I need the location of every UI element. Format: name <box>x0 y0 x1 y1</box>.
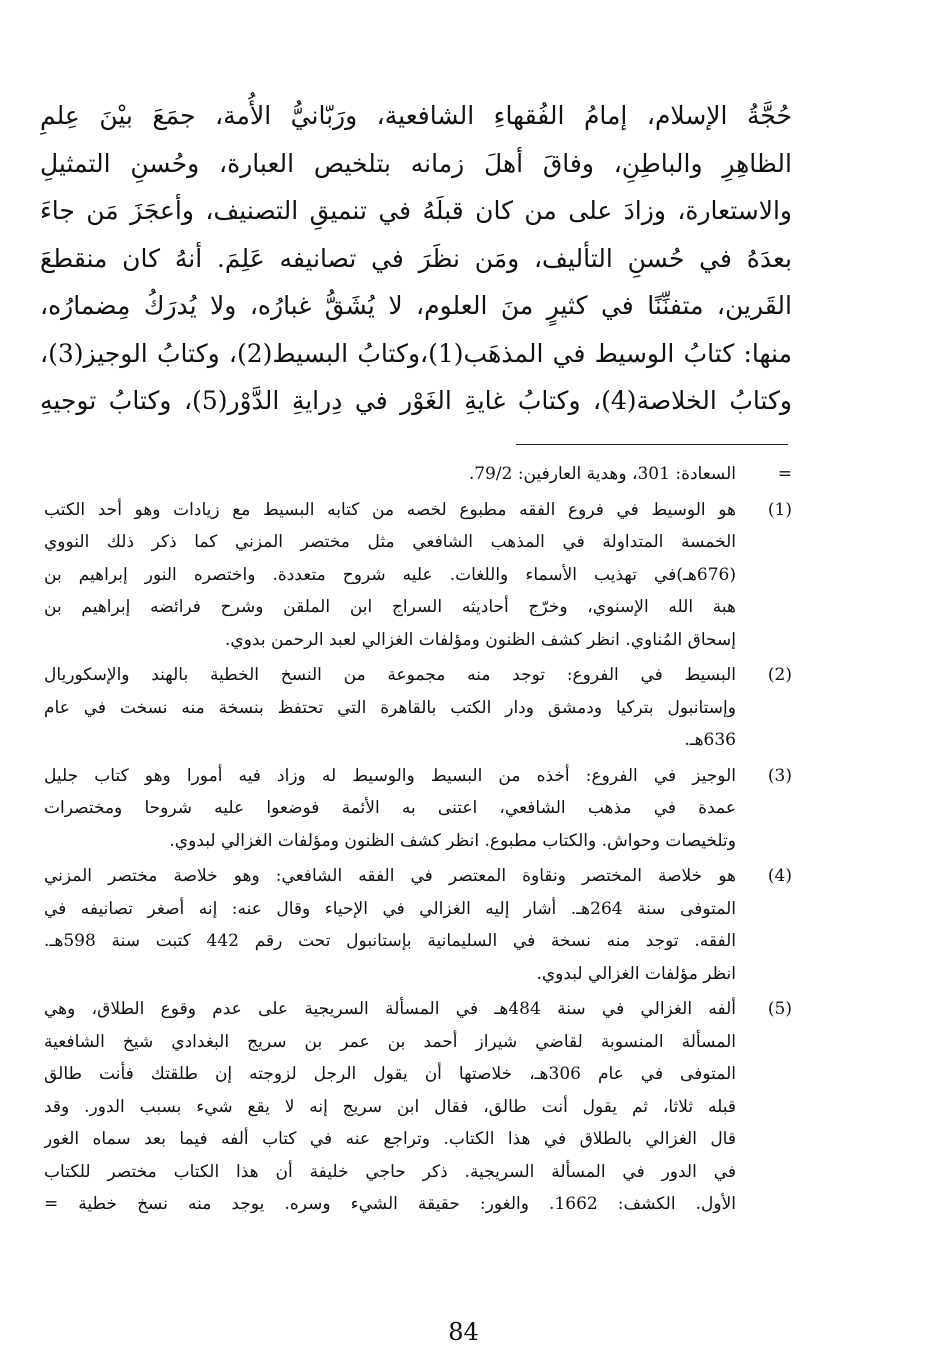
continuation-marker: = <box>777 464 792 484</box>
footnote-line: المسألة المنسوبة لقاضي شيراز أحمد بن عمر بن سريج البغدادي شيخ الشافعية <box>44 1031 736 1052</box>
main-text-line: والاستعارة، وزادَ على من كان قبلَهُ في تنميقِ التصنيف، وأعجَزَ مَن جاءَ <box>40 196 792 225</box>
footnote-5 <box>44 993 792 1221</box>
footnote-line: (676هـ)في تهذيب الأسماء واللغات. عليه شروح متعددة. واختصره النور إبراهيم بن <box>44 564 736 585</box>
footnote-line: قبله ثلاثا، ثم يقول أنت طالق، فقال ابن سريج إنه لا يقع شيء بسبب الدور. وقد <box>44 1096 736 1117</box>
footnote-line: في الدور في المسألة السريجية. ذكر حاجي خليفة أن هذا الكتاب مختصر للكتاب <box>44 1161 736 1182</box>
main-text-line: القَرين، متفنِّنًا في كثيرٍ منَ العلوم، لا يُشَقُّ غبارُه، ولا يُدرَكُ مِضمارُه، <box>40 291 792 320</box>
footnote-line: وإستانبول بتركيا ودمشق ودار الكتب بالقاهرة التي تحتفظ بنسخة منه نسخت في عام <box>44 697 736 718</box>
main-text-line: حُجَّةُ الإسلام، إمامُ الفُقهاءِ الشافعية، ورَبّانيُّ الأُمة، جمَعَ بيْنَ عِلمِ <box>40 101 792 130</box>
footnote-line: هو الوسيط في فروع الفقه مطبوع لخصه من كتابه البسيط مع زيادات وهو أحد الكتب <box>44 499 736 520</box>
main-text-line: بعدَهُ في حُسنِ التأليف، ومَن نظَرَ في تصانيفه عَلِمَ. أنهُ كان منقطعَ <box>40 243 792 273</box>
footnote-line: وتلخيصات وحواش. والكتاب مطبوع. انظر كشف الظنون ومؤلفات الغزالي لبدوي. <box>169 830 736 851</box>
footnotes-section <box>44 458 792 1224</box>
footnote-line: إسحاق المُناوي. انظر كشف الظنون ومؤلفات الغزالي لعبد الرحمن بدوي. <box>225 629 736 650</box>
footnote-number: (2) <box>767 665 792 685</box>
footnote-number: (3) <box>767 765 792 786</box>
footnote-line: هبة الله الإسنوي، وخرّج أحاديثه السراج ابن الملقن وشرح فرائضه إبراهيم بن <box>44 597 736 617</box>
footnote-line: السعادة: 301، وهدية العارفين: 79/2. <box>468 464 736 484</box>
footnote-line: المتوفى في عام 306هـ، خلاصتها أن يقول الرجل لزوجته إن طلقتك فأنت طالق <box>44 1064 736 1084</box>
footnote-continuation <box>44 458 792 491</box>
footnote-line: الخمسة المتداولة في المذهب الشافعي مثل مختصر المزني كما ذكر ذلك النووي <box>44 532 736 552</box>
footnote-line: قال الغزالي بالطلاق في هذا الكتاب. وتراجع عنه في كتاب ألفه فيما بعد سماه الغور <box>44 1129 736 1149</box>
main-body-text <box>40 92 792 425</box>
main-text-line: الظاهِرِ والباطِنِ، وفاقَ أهلَ زمانه بتلخيص العبارة، وحُسنِ التمثيلِ <box>40 148 792 178</box>
footnote-line: ألفه الغزالي في سنة 484هـ في المسألة السريجية على عدم وقوع الطلاق، وهي <box>44 999 736 1019</box>
footnote-number: (4) <box>767 866 792 886</box>
page-number: 84 <box>448 1318 479 1346</box>
footnote-2 <box>44 659 792 757</box>
footnote-number: (1) <box>767 499 792 520</box>
footnote-1 <box>44 494 792 657</box>
footnote-4 <box>44 860 792 990</box>
footnote-line: الأول. الكشف: 1662. والغور: حقيقة الشيء وسره. يوجد منه نسخ خطية = <box>44 1194 736 1214</box>
footnote-3 <box>44 760 792 858</box>
footnote-line: الفقه. توجد منه نسخة في السليمانية بإستانبول تحت رقم 442 كتبت سنة 598هـ. <box>44 931 736 951</box>
footnote-line: 636هـ. <box>684 730 736 750</box>
main-text-line: وكتابُ الخلاصة(4)، وكتابُ غايةِ الغَوْر في دِرايةِ الدَّوْر(5)، وكتابُ توجيهِ <box>40 386 792 415</box>
footnote-number: (5) <box>767 999 792 1019</box>
footnote-line: الوجيز في الفروع: أخذه من البسيط والوسيط له وزاد فيه أمورا وهو كتاب جليل <box>44 765 736 786</box>
footnote-line: البسيط في الفروع: توجد منه مجموعة من النسخ الخطية بالهند والإسكوريال <box>44 665 736 685</box>
main-text-line: منها: كتابُ الوسيط في المذهَب(1)،وكتابُ البسيط(2)، وكتابُ الوجيز(3)، <box>40 338 792 368</box>
footnote-line: هو خلاصة المختصر ونقاوة المعتصر في الفقه الشافعي: وهو خلاصة مختصر المزني <box>44 866 736 886</box>
footnote-line: انظر مؤلفات الغزالي لبدوي. <box>536 963 736 984</box>
footnote-line: عمدة في مذهب الشافعي، اعتنى به الأئمة فوضعوا عليه شروحا ومختصرات <box>44 798 736 818</box>
footnote-separator-rule <box>516 444 788 445</box>
footnote-line: المتوفى سنة 264هـ. أشار إليه الغزالي في الإحياء وقال عنه: إنه أصغر تصانيفه في <box>44 898 736 919</box>
